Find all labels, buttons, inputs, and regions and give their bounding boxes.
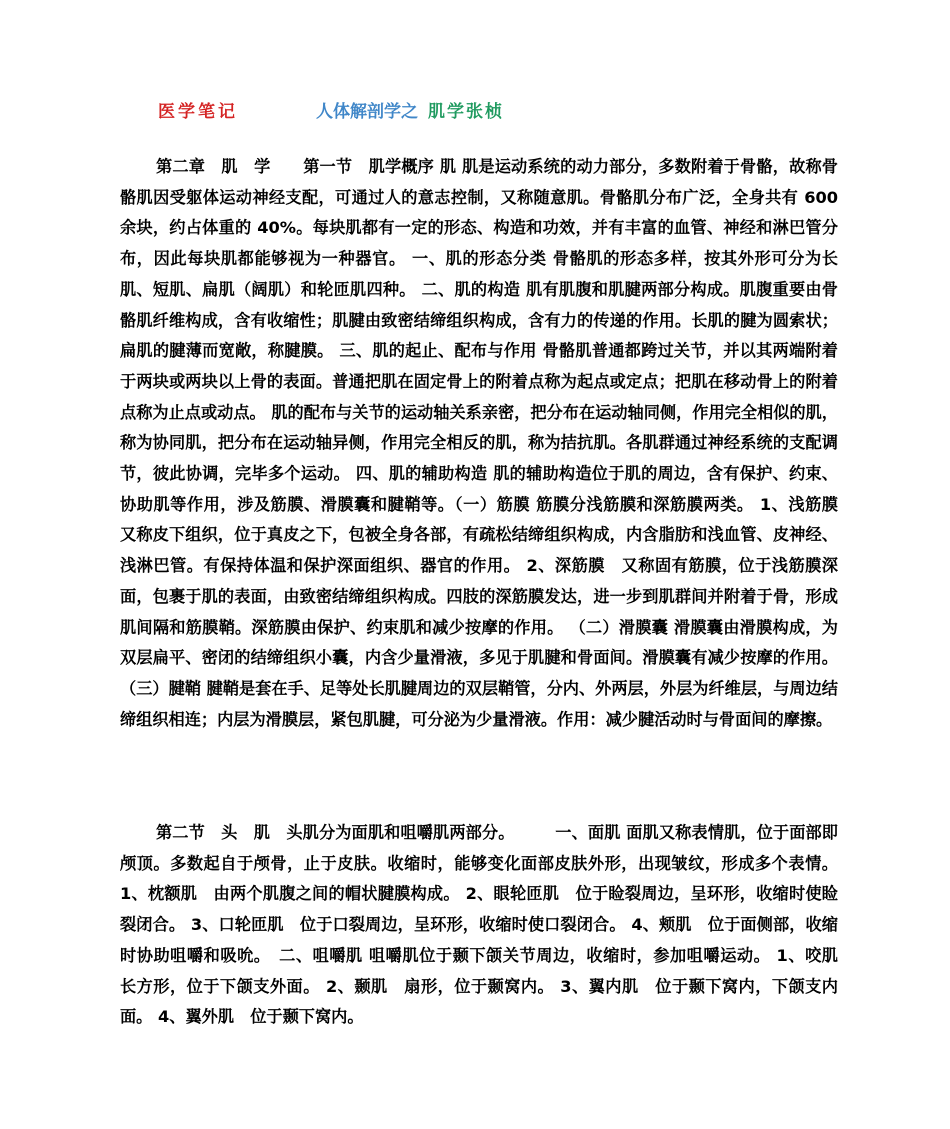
header-author: 肌学张桢: [428, 102, 504, 122]
page-header: [158, 97, 504, 122]
body-paragraph-section2-head-muscles: 第二节 头 肌 头肌分为面肌和咀嚼肌两部分。 一、面肌 面肌又称表情肌，位于面部即颅顶。多数起自于颅骨，止于皮肤。收缩时，能够变化面部皮肤外形，出现皱纹，形成多个表情。 1、枕额肌 由两个肌腹之间的帽状腱膜构成。 2、眼轮匝肌 位于睑裂周边，呈环形，收缩时使睑裂闭合。 3、口轮匝肌 位于口裂周边，呈环形，收缩时使口裂闭合。 4、颊肌 位于面侧部，收缩时协助咀嚼和吸吮。 二、咀嚼肌 咀嚼肌位于颞下颌关节周边，收缩时，参加咀嚼运动。 1、咬肌 长方形，位于下颌支外面。 2、颞肌 扇形，位于颞窝内。 3、翼内肌 位于颞下窝内，下颌支内面。 4、翼外肌 位于颞下窝内。: [120, 823, 855, 1027]
header-title-medical-notes: 医学笔记: [158, 102, 238, 122]
header-subtitle-anatomy: 人体解剖学之: [316, 102, 418, 122]
body-paragraph-chapter2-section1: 第二章 肌 学 第一节 肌学概序 肌 肌是运动系统的动力部分，多数附着于骨骼，故称骨骼肌因受躯体运动神经支配，可通过人的意志控制，又称随意肌。骨骼肌分布广泛，全身共有 600 余块，约占体重的 40%。每块肌都有一定的形态、构造和功效，并有丰富的血管、神经和淋巴管分布，因此每块肌都能够视为一种器官。 一、肌的形态分类 骨骼肌的形态多样，按其外形可分为长肌、短肌、扁肌（阔肌）和轮匝肌四种。 二、肌的构造 肌有肌腹和肌腱两部分构成。肌腹重要由骨骼肌纤维构成，含有收缩性；肌腱由致密结缔组织构成，含有力的传递的作用。长肌的腱为圆索状；扁肌的腱薄而宽敞，称腱膜。 三、肌的起止、配布与作用 骨骼肌普通都跨过关节，并以其两端附着于两块或两块以上骨的表面。普通把肌在固定骨上的附着点称为起点或定点；把肌在移动骨上的附着点称为止点或动点。 肌的配布与关节的运动轴关系亲密，把分布在运动轴同侧，作用完全相似的肌，称为协同肌，把分布在运动轴异侧，作用完全相反的肌，称为拮抗肌。各肌群通过神经系统的支配调节，彼此协调，完毕多个运动。 四、肌的辅助构造 肌的辅助构造位于肌的周边，含有保护、约束、协助肌等作用，涉及筋膜、滑膜囊和腱鞘等。（一）筋膜 筋膜分浅筋膜和深筋膜两类。 1、浅筋膜 又称皮下组织，位于真皮之下，包被全身各部，有疏松结缔组织构成，内含脂肪和浅血管、皮神经、浅淋巴管。有保持体温和保护深面组织、器官的作用。 2、深筋膜 又称固有筋膜，位于浅筋膜深面，包裹于肌的表面，由致密结缔组织构成。四肢的深筋膜发达，进一步到肌群间并附着于骨，形成肌间隔和筋膜鞘。深筋膜由保护、约束肌和减少按摩的作用。 （二）滑膜囊 滑膜囊由滑膜构成，为双层扁平、密闭的结缔组织小囊，内含少量滑液，多见于肌腱和骨面间。滑膜囊有减少按摩的作用。 （三）腱鞘 腱鞘是套在手、足等处长肌腱周边的双层鞘管，分内、外两层，外层为纤维层，与周边结缔组织相连；内层为滑膜层，紧包肌腱，可分泌为少量滑液。作用：减少腱活动时与骨面间的摩擦。: [120, 157, 855, 729]
